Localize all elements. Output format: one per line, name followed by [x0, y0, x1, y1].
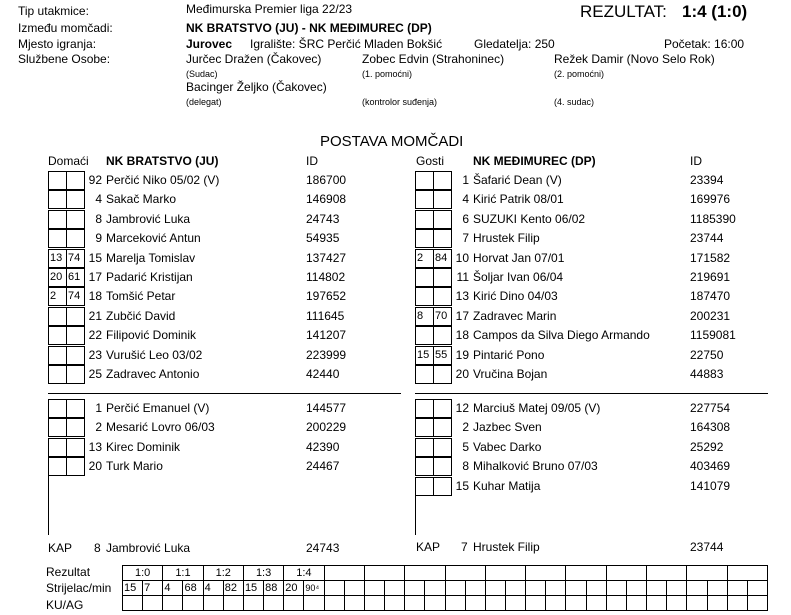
- player-name: Jazbec Sven: [473, 420, 542, 435]
- tip-label: Tip utakmice:: [18, 4, 89, 18]
- player-number: 12: [455, 401, 469, 415]
- sub-box-player: [49, 308, 67, 325]
- kuag-cell: [284, 596, 304, 611]
- player-id: 171582: [690, 250, 731, 265]
- scorer-player-cell: [606, 581, 626, 596]
- player-id: 141079: [690, 478, 731, 493]
- player-name: Turk Mario: [106, 459, 163, 474]
- kuag-cell: [123, 596, 143, 611]
- sub-box-player: [416, 400, 434, 417]
- kuag-cell: [707, 596, 727, 611]
- player-id: 137427: [306, 250, 347, 265]
- player-id: 42390: [306, 439, 340, 454]
- scorer-player-cell: [526, 581, 546, 596]
- kontrolor-role: (kontrolor suđenja): [362, 97, 438, 107]
- pomocni1-role: (1. pomoćni): [362, 69, 413, 79]
- kuag-cell: [304, 596, 324, 611]
- scorer-minute-cell: [505, 581, 525, 596]
- player-number: 7: [462, 231, 469, 246]
- away-kap-label: KAP: [416, 540, 441, 554]
- player-id: 54935: [306, 231, 340, 246]
- player-id: 403469: [690, 459, 731, 474]
- kuag-cell: [203, 596, 223, 611]
- sub-box-player: [49, 211, 67, 228]
- player-id: 24743: [306, 211, 340, 226]
- away-kap-name: Hrustek Filip: [473, 540, 540, 554]
- player-name: Hrustek Filip: [473, 231, 540, 246]
- izmedju-label: Između momčadi:: [18, 21, 113, 35]
- scorer-minute-cell: [747, 581, 767, 596]
- sub-box-player: [49, 347, 67, 364]
- player-name: Marelja Tomislav: [106, 250, 196, 265]
- scorer-player-cell: [324, 581, 344, 596]
- player-name: Šoljar Ivan 06/04: [473, 270, 564, 284]
- sluzbene-label: Službene Osobe:: [18, 52, 111, 66]
- home-kap-num: 8: [94, 541, 101, 555]
- player-number: 22: [88, 328, 102, 343]
- player-name: Kirec Dominik: [106, 439, 181, 454]
- player-number: 20: [88, 459, 102, 474]
- kuag-cell: [143, 596, 163, 611]
- player-name: Zadravec Marin: [473, 308, 557, 323]
- player-name: Kirić Dino 04/03: [473, 289, 558, 304]
- sub-box-minute: 55: [434, 347, 452, 364]
- player-id: 227754: [690, 401, 731, 415]
- sub-box-player: [416, 366, 434, 383]
- player-number: 8: [95, 211, 102, 226]
- kuag-cell: [344, 596, 364, 611]
- player-number: 9: [95, 231, 102, 246]
- sub-box-player: 20: [49, 269, 67, 286]
- scorer-player-cell: [364, 581, 384, 596]
- kuag-cell: [566, 596, 586, 611]
- scorer-minute-cell: [465, 581, 485, 596]
- home-sub-box-line: [48, 475, 49, 535]
- mjesto-label: Mjesto igranja:: [18, 37, 97, 51]
- away-kap-id: 23744: [690, 540, 724, 554]
- sub-box-minute: 74: [67, 250, 85, 267]
- sub-box-player: [49, 327, 67, 344]
- sub-box-player: 13: [49, 250, 67, 267]
- player-number: 13: [455, 289, 469, 304]
- player-number: 18: [455, 328, 469, 343]
- sub-box-player: [416, 172, 434, 189]
- kuag-cell: [445, 596, 465, 611]
- sub-box-player: 8: [416, 308, 434, 325]
- player-number: 17: [88, 270, 102, 284]
- scorer-player-cell: [485, 581, 505, 596]
- pomocni2-name: Režek Damir (Novo Selo Rok): [554, 52, 715, 66]
- scorer-minute-cell: 7: [143, 581, 163, 596]
- player-number: 5: [462, 439, 469, 454]
- scorer-minute-cell: 90⁴: [304, 581, 324, 596]
- away-kap-num: 7: [461, 540, 468, 554]
- player-number: 4: [95, 192, 102, 207]
- delegat-name: Bacinger Željko (Čakovec): [186, 80, 327, 94]
- player-id: 114802: [306, 270, 346, 284]
- kuag-cell: [546, 596, 566, 611]
- sub-box-player: [49, 172, 67, 189]
- scorer-minute-cell: 82: [223, 581, 243, 596]
- kuag-cell: [747, 596, 767, 611]
- sub-box-player: [49, 191, 67, 208]
- sudac4-role: (4. sudac): [554, 97, 595, 107]
- away-side-label: Gosti: [416, 154, 445, 168]
- sub-box-player: [49, 439, 67, 456]
- rezultat-label: REZULTAT:: [580, 2, 667, 21]
- score-cell: [647, 566, 687, 581]
- player-id: 1159081: [690, 328, 736, 343]
- match-teams: NK BRATSTVO (JU) - NK MEĐIMUREC (DP): [186, 21, 432, 35]
- player-name: Vurušić Leo 03/02: [106, 347, 203, 362]
- home-separator: [48, 393, 401, 394]
- rezultat-value: 1:4 (1:0): [682, 2, 748, 21]
- kuag-cell: [586, 596, 606, 611]
- player-name: Zadravec Antonio: [106, 367, 200, 381]
- player-name: Mesarić Lovro 06/03: [106, 420, 215, 435]
- scorer-player-cell: 4: [203, 581, 223, 596]
- sub-box-player: [416, 191, 434, 208]
- scorer-minute-cell: [707, 581, 727, 596]
- postava-title: POSTAVA MOMČADI: [320, 133, 464, 150]
- player-number: 18: [88, 289, 102, 304]
- sub-box-player: 15: [416, 347, 434, 364]
- player-name: Tomšić Petar: [106, 289, 176, 304]
- player-name: Campos da Silva Diego Armando: [473, 328, 650, 343]
- player-id: 23394: [690, 173, 724, 187]
- score-cell: [727, 566, 767, 581]
- score-cell: [445, 566, 485, 581]
- score-cell: [687, 566, 727, 581]
- player-id: 200231: [690, 308, 731, 323]
- scorer-player-cell: 4: [163, 581, 183, 596]
- kuag-cell: [425, 596, 445, 611]
- away-separator: [415, 393, 768, 394]
- kuag-cell: [626, 596, 646, 611]
- player-name: Vabec Darko: [473, 439, 542, 454]
- score-cell: [324, 566, 364, 581]
- player-name: Marciuš Matej 09/05 (V): [473, 401, 601, 415]
- scorer-player-cell: [405, 581, 425, 596]
- strijelac-row-label: Strijelac/min: [46, 581, 112, 595]
- sub-box-player: [416, 439, 434, 456]
- player-number: 25: [88, 367, 102, 381]
- scorer-minute-cell: [667, 581, 687, 596]
- player-id: 223999: [306, 347, 347, 362]
- kuag-cell: [485, 596, 505, 611]
- scorer-minute-cell: 68: [183, 581, 203, 596]
- away-id-label: ID: [690, 154, 702, 168]
- home-kap-label: KAP: [48, 541, 73, 555]
- player-number: 19: [455, 347, 469, 362]
- kuag-cell: [324, 596, 344, 611]
- sub-box-player: [416, 269, 434, 286]
- kuag-cell: [727, 596, 747, 611]
- scorer-player-cell: [566, 581, 586, 596]
- home-team-name: NK BRATSTVO (JU): [106, 154, 219, 168]
- player-id: 169976: [690, 192, 731, 207]
- kuag-cell: [667, 596, 687, 611]
- sub-box-player: [49, 400, 67, 417]
- sub-box-player: [416, 230, 434, 247]
- player-id: 111645: [306, 308, 345, 323]
- player-number: 2: [95, 420, 102, 435]
- scorer-minute-cell: [546, 581, 566, 596]
- scorer-minute-cell: 88: [264, 581, 284, 596]
- player-id: 219691: [690, 270, 731, 284]
- player-name: Mihalković Bruno 07/03: [473, 459, 598, 474]
- player-name: Perčić Niko 05/02 (V): [106, 173, 220, 187]
- player-id: 24467: [306, 459, 340, 474]
- kuag-cell: [606, 596, 626, 611]
- scorer-player-cell: 15: [123, 581, 143, 596]
- player-number: 1: [462, 173, 469, 187]
- score-cell: [485, 566, 525, 581]
- player-id: 197652: [306, 289, 347, 304]
- kuag-cell: [405, 596, 425, 611]
- pomocni1-name: Zobec Edvin (Strahoninec): [362, 52, 505, 66]
- scorer-player-cell: [687, 581, 707, 596]
- player-name: Perčić Emanuel (V): [106, 401, 210, 415]
- player-number: 15: [88, 250, 102, 265]
- sub-box-player: 2: [416, 250, 434, 267]
- mjesto-value: Jurovec: [186, 37, 233, 51]
- scorer-player-cell: [647, 581, 667, 596]
- kuag-cell: [223, 596, 243, 611]
- kuag-cell: [687, 596, 707, 611]
- pocetak: Početak: 16:00: [664, 37, 745, 51]
- scorer-minute-cell: [344, 581, 364, 596]
- player-name: Kirić Patrik 08/01: [473, 192, 564, 207]
- player-number: 92: [88, 173, 102, 187]
- scorer-minute-cell: [626, 581, 646, 596]
- sub-box-player: 2: [49, 288, 67, 305]
- player-name: Padarić Kristijan: [106, 270, 193, 284]
- player-id: 1185390: [690, 211, 736, 226]
- rezultat-row-label: Rezultat: [46, 565, 91, 579]
- player-name: Zubčić David: [106, 308, 176, 323]
- kuag-cell: [385, 596, 405, 611]
- sub-box-player: [416, 458, 434, 475]
- sub-box-player: [49, 230, 67, 247]
- player-name: Kuhar Matija: [473, 478, 541, 493]
- player-id: 200229: [306, 420, 347, 435]
- gledatelja: Gledatelja: 250: [474, 37, 555, 51]
- pomocni2-role: (2. pomoćni): [554, 69, 605, 79]
- score-cell: [405, 566, 445, 581]
- player-number: 23: [88, 347, 102, 362]
- score-cell: [566, 566, 606, 581]
- away-sub-box-line: [415, 494, 416, 535]
- player-name: Sakač Marko: [106, 192, 177, 207]
- kuag-cell: [243, 596, 263, 611]
- home-id-label: ID: [306, 154, 318, 168]
- scorer-minute-cell: [385, 581, 405, 596]
- score-cell: 1:1: [163, 566, 203, 581]
- sudac-name: Jurčec Dražen (Čakovec): [186, 52, 322, 66]
- delegat-role: (delegat): [186, 97, 222, 107]
- player-id: 164308: [690, 420, 731, 435]
- sub-box-player: [416, 327, 434, 344]
- score-cell: 1:4: [284, 566, 324, 581]
- player-name: Filipović Dominik: [106, 328, 197, 343]
- player-id: 146908: [306, 192, 347, 207]
- home-kap-id: 24743: [306, 541, 340, 555]
- player-name: Marceković Antun: [106, 231, 201, 246]
- scorer-player-cell: 15: [243, 581, 263, 596]
- player-number: 11: [456, 270, 469, 284]
- sub-box-player: [416, 211, 434, 228]
- score-cell: 1:3: [243, 566, 283, 581]
- player-id: 42440: [306, 367, 340, 381]
- scorer-player-cell: [727, 581, 747, 596]
- sub-box-minute: 70: [434, 308, 452, 325]
- igraliste: Igralište: ŠRC Perčić Mladen Bokšić: [250, 37, 443, 51]
- home-side-label: Domaći: [48, 154, 89, 168]
- player-number: 6: [462, 211, 469, 226]
- results-table: [122, 565, 768, 611]
- player-name: Šafarić Dean (V): [473, 173, 562, 187]
- score-cell: [526, 566, 566, 581]
- scorer-player-cell: [445, 581, 465, 596]
- tip-value: Međimurska Premier liga 22/23: [186, 2, 353, 16]
- kuag-cell: [647, 596, 667, 611]
- player-id: 141207: [306, 328, 347, 343]
- player-number: 15: [455, 478, 469, 493]
- kuag-row-label: KU/AG: [46, 598, 84, 612]
- sudac-role: (Sudac): [186, 69, 218, 79]
- sub-box-player: [49, 458, 67, 475]
- player-id: 44883: [690, 367, 724, 381]
- sub-box-player: [416, 288, 434, 305]
- player-id: 187470: [690, 289, 731, 304]
- score-cell: [606, 566, 646, 581]
- away-team-name: NK MEĐIMUREC (DP): [473, 154, 596, 168]
- player-id: 22750: [690, 347, 724, 362]
- player-name: Horvat Jan 07/01: [473, 250, 565, 265]
- sub-box-player: [416, 419, 434, 436]
- player-name: SUZUKI Kento 06/02: [473, 211, 586, 226]
- kuag-cell: [163, 596, 183, 611]
- player-number: 13: [88, 439, 102, 454]
- sub-box-player: [49, 366, 67, 383]
- player-name: Pintarić Pono: [473, 347, 545, 362]
- score-cell: [364, 566, 404, 581]
- player-id: 144577: [306, 401, 347, 415]
- score-cell: 1:0: [123, 566, 163, 581]
- kuag-cell: [364, 596, 384, 611]
- player-number: 1: [95, 401, 102, 415]
- sub-box-minute: 84: [434, 250, 452, 267]
- player-number: 21: [88, 308, 102, 323]
- kuag-cell: [526, 596, 546, 611]
- player-name: Vručina Bojan: [473, 367, 548, 381]
- sub-box-player: [49, 419, 67, 436]
- kuag-cell: [465, 596, 485, 611]
- player-id: 23744: [690, 231, 724, 246]
- player-number: 4: [462, 192, 469, 207]
- kuag-cell: [505, 596, 525, 611]
- score-cell: 1:2: [203, 566, 243, 581]
- player-number: 8: [462, 459, 469, 474]
- player-id: 186700: [306, 173, 347, 187]
- player-number: 20: [455, 367, 469, 381]
- sub-box-minute: 61: [67, 269, 85, 286]
- sub-box-player: [416, 478, 434, 495]
- home-kap-name: Jambrović Luka: [106, 541, 191, 555]
- player-number: 17: [455, 308, 469, 323]
- kuag-cell: [264, 596, 284, 611]
- scorer-minute-cell: [586, 581, 606, 596]
- sub-box-minute: 74: [67, 288, 85, 305]
- scorer-minute-cell: [425, 581, 445, 596]
- player-number: 2: [462, 420, 469, 435]
- kuag-cell: [183, 596, 203, 611]
- scorer-player-cell: 20: [284, 581, 304, 596]
- player-number: 10: [455, 250, 469, 265]
- player-id: 25292: [690, 439, 724, 454]
- player-name: Jambrović Luka: [106, 211, 191, 226]
